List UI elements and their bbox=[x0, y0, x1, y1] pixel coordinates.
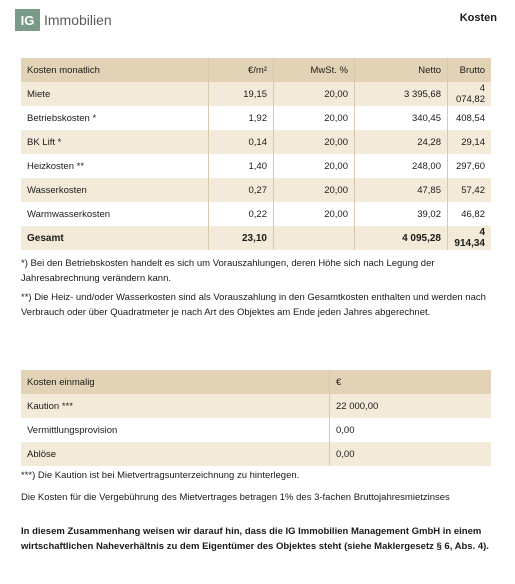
cell-label: Wasserkosten bbox=[21, 178, 209, 202]
contract-fee-note: Die Kosten für die Vergebührung des Mietvertrages betragen 1% des 3-fachen Bruttojahresmietzinses bbox=[21, 492, 450, 503]
cell-value: 1,40 bbox=[209, 154, 274, 178]
cell-label: Vermittlungsprovision bbox=[21, 418, 330, 442]
page-title: Kosten bbox=[459, 12, 497, 24]
cell-value: 3 395,68 bbox=[355, 82, 448, 106]
cell-value: 19,15 bbox=[209, 82, 274, 106]
table-header-row bbox=[21, 58, 491, 82]
total-value: 23,10 bbox=[209, 226, 274, 250]
cell-label: Betriebskosten * bbox=[21, 106, 209, 130]
column-header: Kosten einmalig bbox=[21, 370, 330, 394]
cell-value: 0,00 bbox=[330, 442, 492, 466]
cell-value: 0,00 bbox=[336, 424, 355, 436]
table-row bbox=[21, 82, 491, 106]
total-row bbox=[21, 226, 491, 250]
cell-value: 20,00 bbox=[274, 106, 355, 130]
cell-value: 0,14 bbox=[209, 130, 274, 154]
cell-value: 0,27 bbox=[209, 178, 274, 202]
footnote-operating-costs: *) Bei den Betriebskosten handelt es sich um Vorauszahlungen, deren Höhe sich nach Legung der Jahresabrechnung verändern kann. bbox=[21, 258, 435, 284]
table-row bbox=[21, 442, 491, 466]
cell-value: 20,00 bbox=[274, 82, 355, 106]
cell-value: 4 074,82 bbox=[448, 82, 492, 106]
cell-value: 297,60 bbox=[455, 160, 485, 172]
column-header: MwSt. % bbox=[274, 58, 355, 82]
cell-value: 57,42 bbox=[448, 178, 492, 202]
cell-value: 20,00 bbox=[274, 178, 355, 202]
cell-value: 29,14 bbox=[448, 130, 492, 154]
cell-label: Ablöse bbox=[21, 442, 330, 466]
total-label: Gesamt bbox=[21, 226, 209, 250]
table-row bbox=[21, 394, 491, 418]
column-header: Kosten monatlich bbox=[21, 58, 209, 82]
cell-value: 20,00 bbox=[274, 154, 355, 178]
cell-value: 47,85 bbox=[355, 178, 448, 202]
table-row bbox=[21, 202, 491, 226]
cell-value: 248,00 bbox=[355, 154, 448, 178]
monthly-costs-table bbox=[21, 58, 491, 250]
cell-value: 24,28 bbox=[355, 130, 448, 154]
footnote-deposit: ***) Die Kaution ist bei Mietvertragsunterzeichnung zu hinterlegen. bbox=[21, 470, 300, 481]
cell-label: Kaution *** bbox=[21, 394, 330, 418]
cell-label: Miete bbox=[21, 82, 209, 106]
total-value: 4 914,34 bbox=[448, 226, 492, 250]
company-logo bbox=[15, 9, 112, 31]
table-row bbox=[21, 418, 491, 442]
table-header-row bbox=[21, 370, 491, 394]
footnote-heating-costs: **) Die Heiz- und/oder Wasserkosten sind als Vorauszahlung in den Gesamtkosten enthalten und werden nach Verbrauch oder über Quadratmeter je nach Art des Objektes am Ende jeden Jahres abgerechnet. bbox=[21, 292, 486, 318]
cell-value: 1,92 bbox=[209, 106, 274, 130]
cell-value: 408,54 bbox=[455, 112, 485, 124]
cell-label: Heizkosten ** bbox=[21, 154, 209, 178]
cell-value: 20,00 bbox=[274, 202, 355, 226]
total-value: 4 095,28 bbox=[355, 226, 448, 250]
cell-value: 46,82 bbox=[461, 208, 485, 220]
table-row bbox=[21, 106, 491, 130]
table-row bbox=[21, 130, 491, 154]
cell-value: 22 000,00 bbox=[330, 394, 492, 418]
cell-label: Warmwasserkosten bbox=[21, 202, 209, 226]
cell-value: 20,00 bbox=[274, 130, 355, 154]
logo-mark: IG bbox=[15, 9, 40, 31]
table-row bbox=[21, 154, 491, 178]
disclosure-note: In diesem Zusammenhang weisen wir darauf hin, dass die IG Immobilien Management GmbH in einem wirtschaftlichen Naheverhältnis zu dem Eigentümer des Objektes steht (siehe Maklergesetz § 6, Abs. 4). bbox=[21, 526, 489, 552]
logo-text: Immobilien bbox=[44, 12, 112, 28]
cell-value: 39,02 bbox=[355, 202, 448, 226]
total-value bbox=[274, 226, 355, 250]
cell-label: BK Lift * bbox=[21, 130, 209, 154]
column-header: € bbox=[330, 370, 492, 394]
one-time-costs-table bbox=[21, 370, 491, 466]
cell-value: 0,22 bbox=[209, 202, 274, 226]
table-row bbox=[21, 178, 491, 202]
cell-value: 340,45 bbox=[355, 106, 448, 130]
page-header bbox=[15, 9, 500, 33]
column-header: Netto bbox=[355, 58, 448, 82]
column-header: Brutto bbox=[448, 58, 492, 82]
column-header: €/m² bbox=[209, 58, 274, 82]
